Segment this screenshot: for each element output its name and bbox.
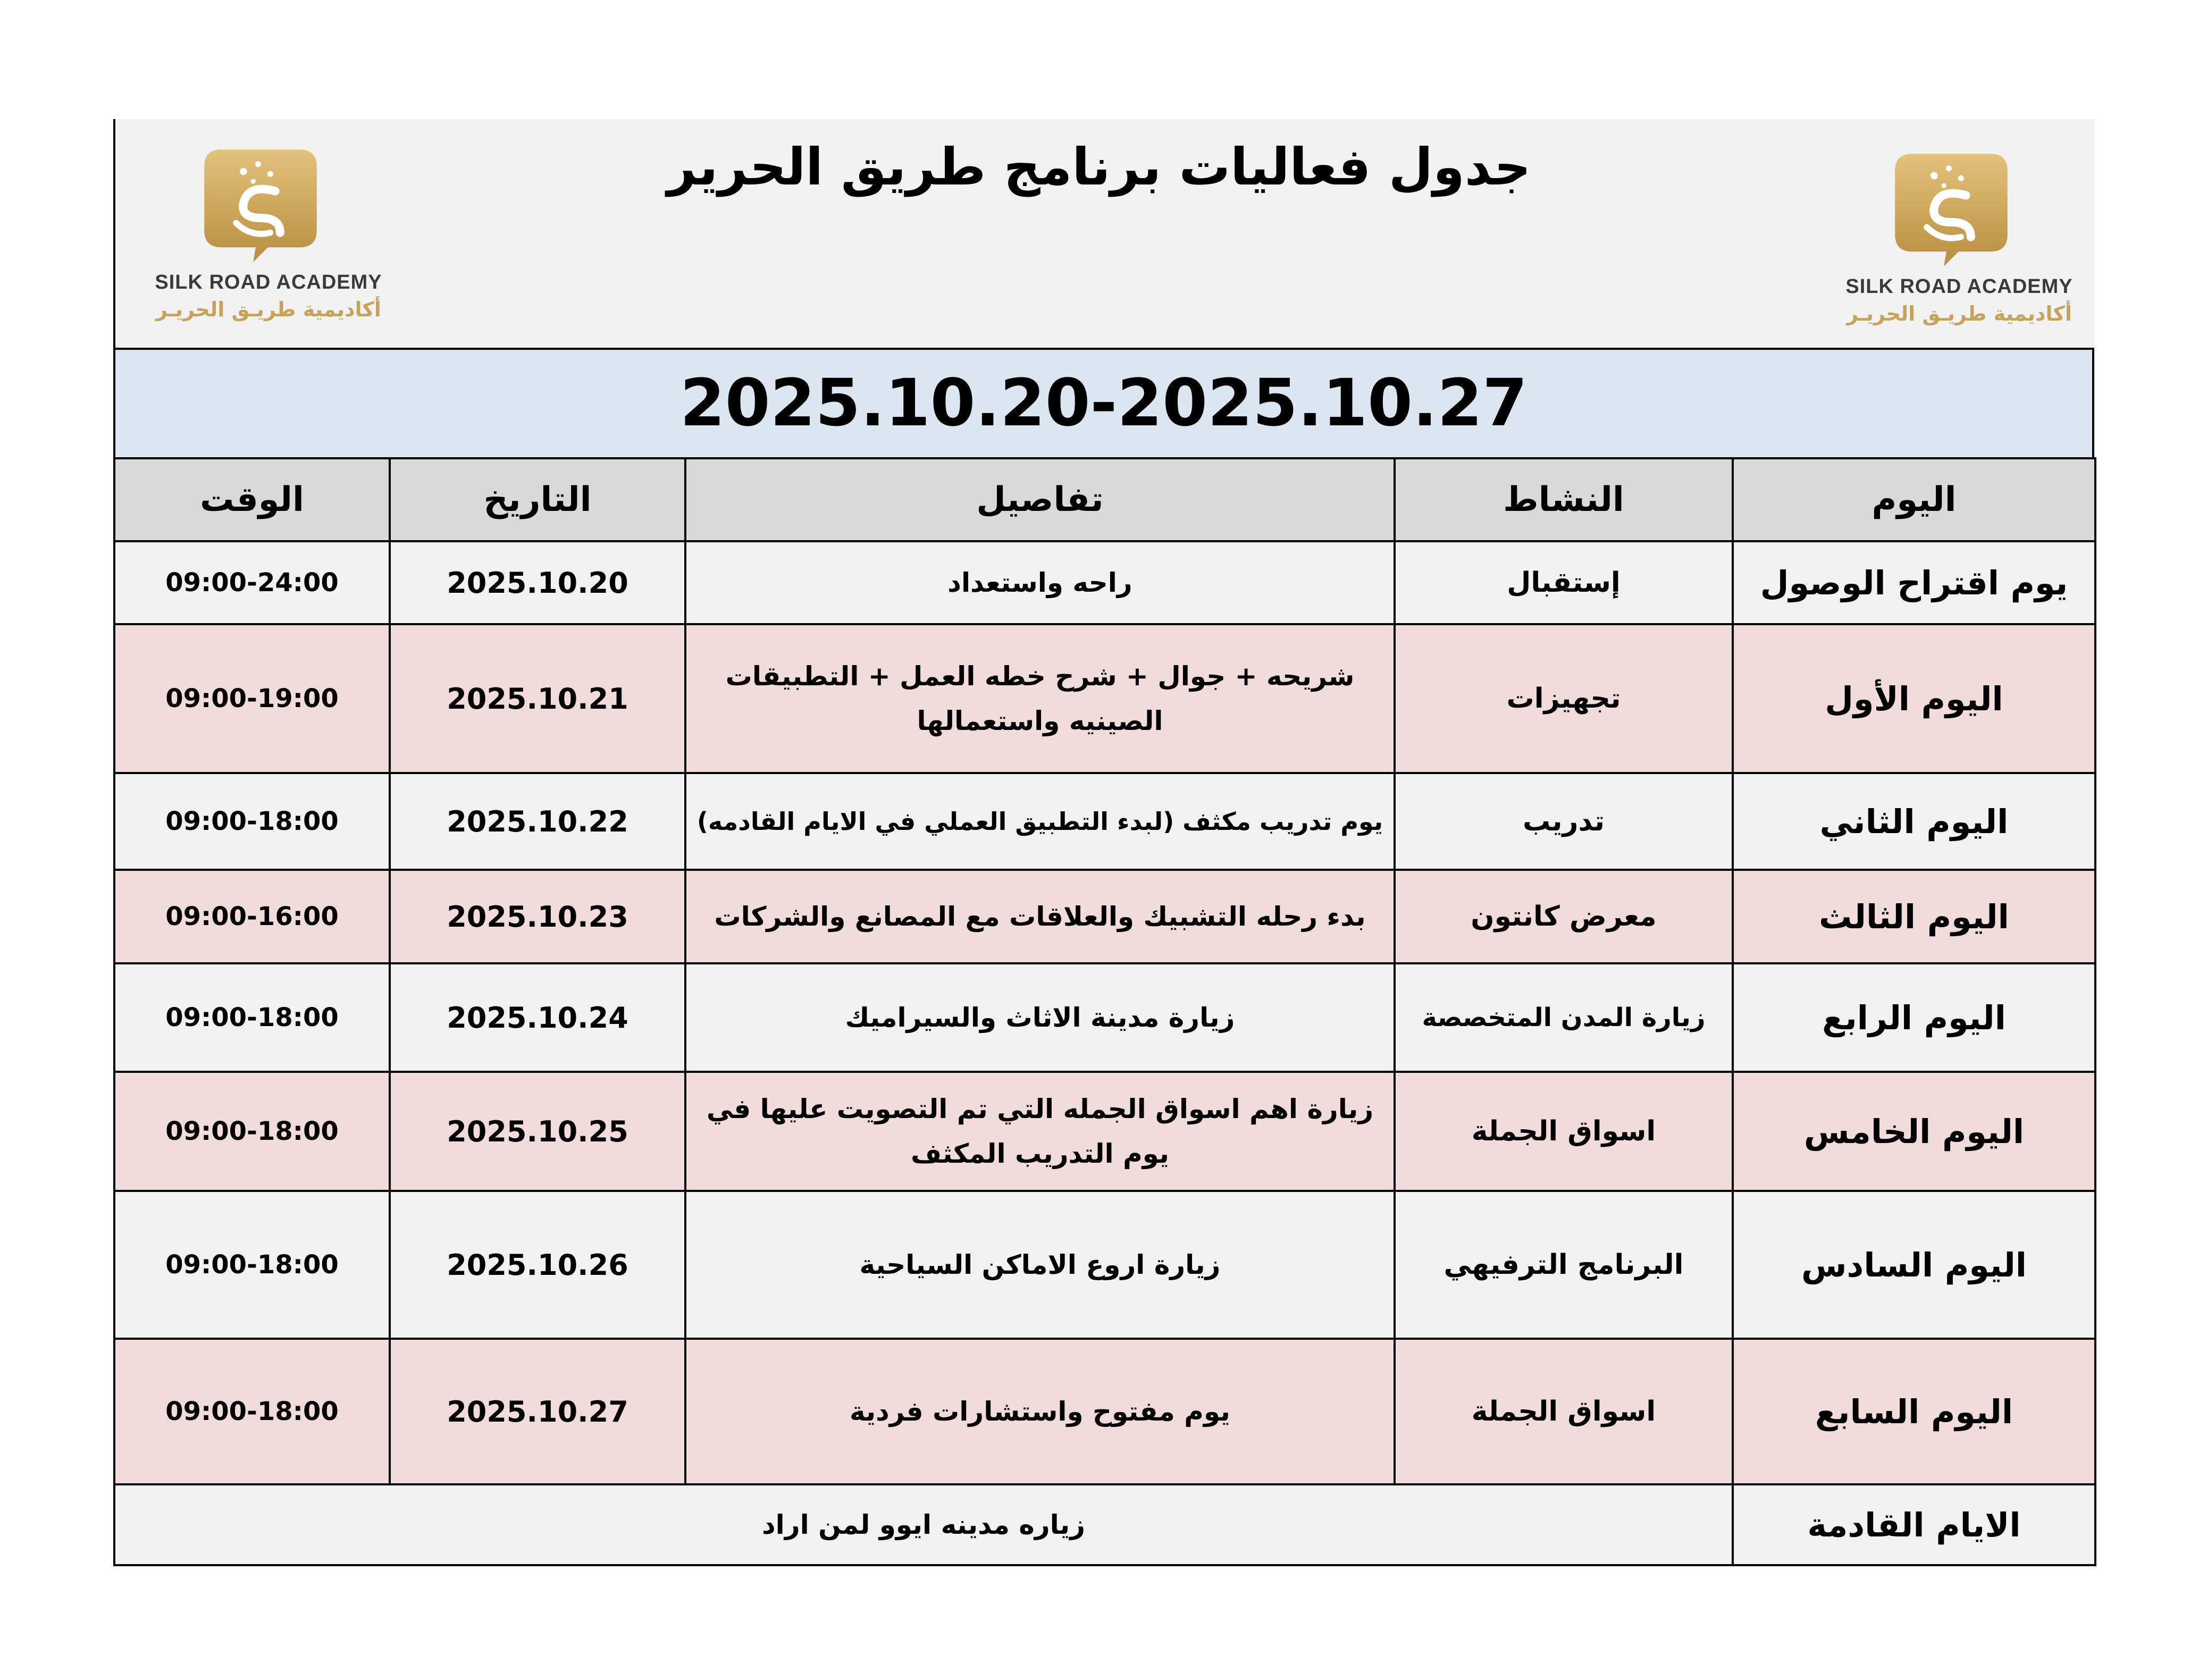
footer-note: زياره مدينه ايوو لمن اراد (114, 1484, 1733, 1565)
cell-details: شريحه + جوال + شرح خطه العمل + التطبيقات الصينيه واستعمالها (685, 624, 1395, 773)
table-row (114, 1191, 2095, 1339)
academy-logo-left (146, 145, 391, 336)
table-row (114, 773, 2095, 870)
cell-activity: زيارة المدن المتخصصة (1395, 963, 1733, 1072)
cell-time: 09:00-18:00 (114, 1191, 390, 1339)
header-date: التاريخ (390, 458, 685, 541)
cell-time: 09:00-19:00 (114, 624, 390, 773)
cell-activity: معرض كانتون (1395, 870, 1733, 963)
table-row (114, 870, 2095, 963)
cell-activity: اسواق الجملة (1395, 1339, 1733, 1484)
table-row (114, 541, 2095, 624)
cell-date: 2025.10.20 (390, 541, 685, 624)
table-row (114, 963, 2095, 1072)
silk-road-logo-icon (199, 145, 322, 267)
logo-name-ar: أكاديمية طريـق الحريـر (1847, 302, 2072, 325)
cell-details: يوم تدريب مكثف (لبدء التطبيق العملي في الايام القادمه) (685, 773, 1395, 870)
cell-date: 2025.10.25 (390, 1072, 685, 1191)
schedule-table (113, 457, 2096, 1566)
cell-details: بدء رحله التشبيك والعلاقات مع المصانع والشركات (685, 870, 1395, 963)
header (113, 119, 2094, 348)
cell-time: 09:00-18:00 (114, 1339, 390, 1484)
cell-day: اليوم الخامس (1733, 1072, 2095, 1191)
page-title: جدول فعاليات برنامج طريق الحرير (667, 137, 1531, 197)
header-day: اليوم (1733, 458, 2095, 541)
cell-date: 2025.10.21 (390, 624, 685, 773)
cell-activity: البرنامج الترفيهي (1395, 1191, 1733, 1339)
cell-time: 09:00-18:00 (114, 1072, 390, 1191)
cell-time: 09:00-18:00 (114, 773, 390, 870)
cell-details: راحه واستعداد (685, 541, 1395, 624)
cell-day: اليوم الثالث (1733, 870, 2095, 963)
cell-day: اليوم الرابع (1733, 963, 2095, 1072)
schedule-sheet (113, 119, 2094, 1565)
cell-date: 2025.10.23 (390, 870, 685, 963)
logo-name-en: SILK ROAD ACADEMY (1845, 275, 2073, 298)
cell-time: 09:00-24:00 (114, 541, 390, 624)
header-activity: النشاط (1395, 458, 1733, 541)
cell-time: 09:00-18:00 (114, 963, 390, 1072)
table-header-row (114, 458, 2095, 541)
silk-road-logo-icon (1890, 149, 2012, 271)
cell-date: 2025.10.26 (390, 1191, 685, 1339)
table-row (114, 1339, 2095, 1484)
table-row (114, 1072, 2095, 1191)
cell-day: اليوم الأول (1733, 624, 2095, 773)
cell-date: 2025.10.22 (390, 773, 685, 870)
logo-name-en: SILK ROAD ACADEMY (155, 271, 382, 293)
cell-activity: تجهيزات (1395, 624, 1733, 773)
cell-time: 09:00-16:00 (114, 870, 390, 963)
cell-details: زيارة اروع الاماكن السياحية (685, 1191, 1395, 1339)
cell-activity: تدريب (1395, 773, 1733, 870)
cell-details: يوم مفتوح واستشارات فردية (685, 1339, 1395, 1484)
footer-label: الايام القادمة (1733, 1484, 2095, 1565)
header-details: تفاصيل (685, 458, 1395, 541)
header-time: الوقت (114, 458, 390, 541)
date-range-banner: 2025.10.20-2025.10.27 (113, 348, 2094, 459)
cell-date: 2025.10.27 (390, 1339, 685, 1484)
cell-details: زيارة مدينة الاثاث والسيراميك (685, 963, 1395, 1072)
cell-day: اليوم الثاني (1733, 773, 2095, 870)
cell-details: زيارة اهم اسواق الجمله التي تم التصويت عليها في يوم التدريب المكثف (685, 1072, 1395, 1191)
cell-day: يوم اقتراح الوصول (1733, 541, 2095, 624)
table-row (114, 624, 2095, 773)
table-footer-row (114, 1484, 2095, 1565)
cell-date: 2025.10.24 (390, 963, 685, 1072)
academy-logo-right (1837, 149, 2082, 340)
cell-day: اليوم السادس (1733, 1191, 2095, 1339)
logo-name-ar: أكاديمية طريـق الحريـر (156, 298, 381, 321)
cell-day: اليوم السابع (1733, 1339, 2095, 1484)
cell-activity: إستقبال (1395, 541, 1733, 624)
cell-activity: اسواق الجملة (1395, 1072, 1733, 1191)
